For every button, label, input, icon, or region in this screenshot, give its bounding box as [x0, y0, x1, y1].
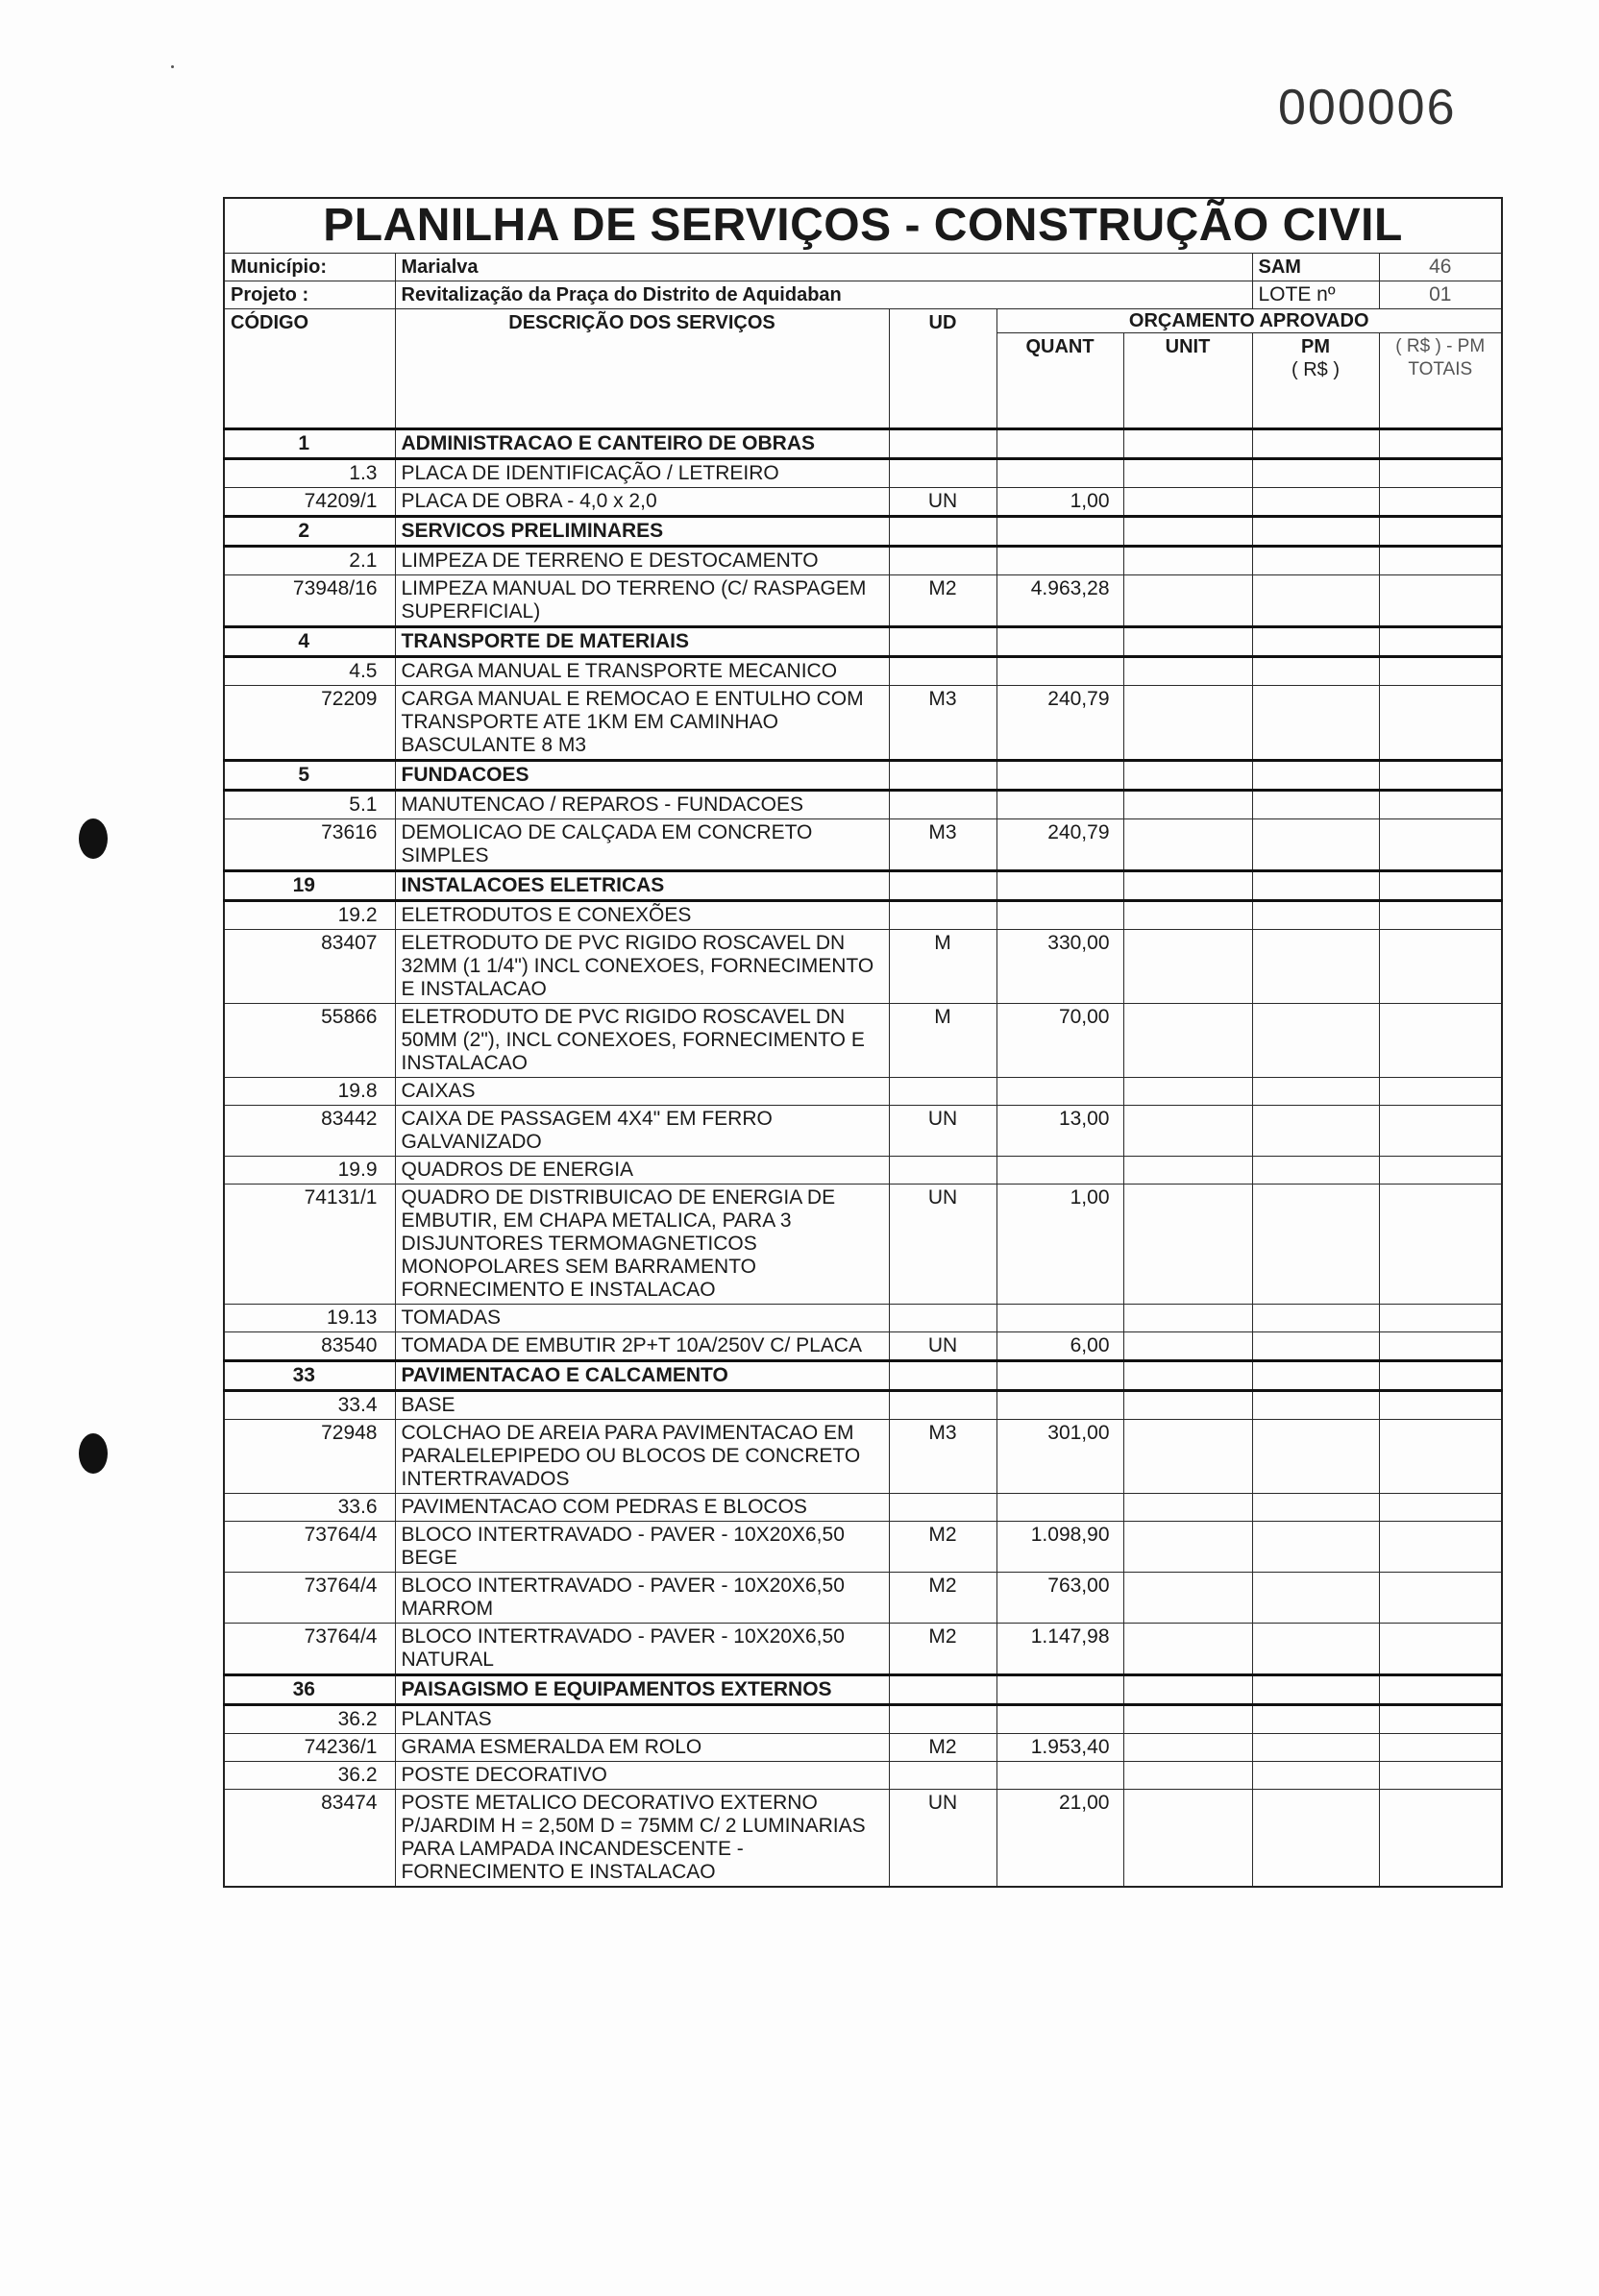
services-table	[223, 197, 1503, 1888]
item-description: PAVIMENTACAO E CALCAMENTO	[395, 1361, 889, 1391]
item-description: DEMOLICAO DE CALÇADA EM CONCRETO SIMPLES	[395, 819, 889, 871]
item-code: 83442	[224, 1106, 395, 1157]
item-description: QUADRO DE DISTRIBUICAO DE ENERGIA DE EMBUTIR, EM CHAPA METALICA, PARA 3 DISJUNTORES TERMOMAGNETICOS MONOPOLARES SEM BARRAMENTO FORNECIMENTO E INSTALACAO	[395, 1185, 889, 1305]
item-quantity: 4.963,28	[996, 575, 1123, 627]
item-description: CAIXAS	[395, 1078, 889, 1106]
item-pm	[1252, 1573, 1379, 1624]
group-row	[224, 517, 1502, 547]
item-code: 1	[224, 429, 395, 459]
item-pm	[1252, 1522, 1379, 1573]
item-quantity	[996, 1675, 1123, 1705]
item-total	[1379, 1078, 1502, 1106]
item-unit-price	[1123, 1624, 1252, 1675]
col-header-orcamento: ORÇAMENTO APROVADO	[996, 309, 1502, 333]
item-code: 33.4	[224, 1391, 395, 1420]
item-code: 74131/1	[224, 1185, 395, 1305]
item-pm	[1252, 575, 1379, 627]
item-unit: M3	[889, 1420, 996, 1494]
item-total	[1379, 901, 1502, 930]
item-pm	[1252, 871, 1379, 901]
item-description: POSTE METALICO DECORATIVO EXTERNO P/JARDIM H = 2,50M D = 75MM C/ 2 LUMINARIAS PARA LAMPADA INCANDESCENTE - FORNECIMENTO E INSTALACAO	[395, 1790, 889, 1888]
item-pm	[1252, 1790, 1379, 1888]
sam-label: SAM	[1252, 254, 1379, 281]
item-pm	[1252, 686, 1379, 761]
subgroup-row	[224, 547, 1502, 575]
subgroup-row	[224, 1391, 1502, 1420]
col-header-totais-label: TOTAIS	[1408, 359, 1473, 379]
col-header-pm-currency: ( R$ )	[1292, 359, 1340, 380]
item-unit: M2	[889, 1624, 996, 1675]
item-quantity: 70,00	[996, 1004, 1123, 1078]
item-total	[1379, 1420, 1502, 1494]
item-total	[1379, 429, 1502, 459]
item-code: 83407	[224, 930, 395, 1004]
item-unit-price	[1123, 459, 1252, 488]
item-total	[1379, 1522, 1502, 1573]
item-code: 2.1	[224, 547, 395, 575]
col-header-pm	[1252, 333, 1379, 429]
item-unit	[889, 429, 996, 459]
table-row	[224, 1185, 1502, 1305]
item-unit-price	[1123, 1185, 1252, 1305]
item-quantity	[996, 1705, 1123, 1734]
item-pm	[1252, 1494, 1379, 1522]
table-row	[224, 575, 1502, 627]
item-pm	[1252, 1106, 1379, 1157]
item-unit	[889, 657, 996, 686]
item-code: 19.8	[224, 1078, 395, 1106]
group-row	[224, 1675, 1502, 1705]
item-quantity: 6,00	[996, 1332, 1123, 1361]
item-unit	[889, 1078, 996, 1106]
item-description: TRANSPORTE DE MATERIAIS	[395, 627, 889, 657]
item-quantity: 1.953,40	[996, 1734, 1123, 1762]
item-quantity	[996, 1305, 1123, 1332]
item-quantity	[996, 1078, 1123, 1106]
item-unit-price	[1123, 657, 1252, 686]
item-total	[1379, 1494, 1502, 1522]
lote-label: LOTE nº	[1252, 281, 1379, 309]
item-unit: UN	[889, 1790, 996, 1888]
item-unit-price	[1123, 1391, 1252, 1420]
projeto-value: Revitalização da Praça do Distrito de Aquidaban	[395, 281, 1252, 309]
item-unit-price	[1123, 1494, 1252, 1522]
table-row	[224, 1004, 1502, 1078]
item-unit: M2	[889, 1573, 996, 1624]
item-total	[1379, 657, 1502, 686]
item-code: 73948/16	[224, 575, 395, 627]
item-unit: M2	[889, 1522, 996, 1573]
item-description: BLOCO INTERTRAVADO - PAVER - 10X20X6,50 NATURAL	[395, 1624, 889, 1675]
item-pm	[1252, 1361, 1379, 1391]
item-code: 19.2	[224, 901, 395, 930]
item-unit: M	[889, 930, 996, 1004]
item-quantity: 1.098,90	[996, 1522, 1123, 1573]
item-total	[1379, 459, 1502, 488]
item-pm	[1252, 627, 1379, 657]
item-total	[1379, 1391, 1502, 1420]
group-row	[224, 627, 1502, 657]
item-description: SERVICOS PRELIMINARES	[395, 517, 889, 547]
item-description: ELETRODUTOS E CONEXÕES	[395, 901, 889, 930]
item-unit: UN	[889, 1332, 996, 1361]
item-description: ELETRODUTO DE PVC RIGIDO ROSCAVEL DN 32MM (1 1/4") INCL CONEXOES, FORNECIMENTO E INSTALACAO	[395, 930, 889, 1004]
item-quantity: 1.147,98	[996, 1624, 1123, 1675]
item-code: 73764/4	[224, 1573, 395, 1624]
item-quantity: 330,00	[996, 930, 1123, 1004]
item-description: PLACA DE IDENTIFICAÇÃO / LETREIRO	[395, 459, 889, 488]
item-total	[1379, 488, 1502, 517]
table-row	[224, 1734, 1502, 1762]
item-quantity	[996, 901, 1123, 930]
item-code: 36	[224, 1675, 395, 1705]
item-quantity	[996, 1762, 1123, 1790]
item-quantity: 13,00	[996, 1106, 1123, 1157]
table-row	[224, 819, 1502, 871]
item-description: QUADROS DE ENERGIA	[395, 1157, 889, 1185]
item-description: MANUTENCAO / REPAROS - FUNDACOES	[395, 791, 889, 819]
item-unit	[889, 1361, 996, 1391]
item-total	[1379, 1790, 1502, 1888]
item-description: INSTALACOES ELETRICAS	[395, 871, 889, 901]
item-description: BASE	[395, 1391, 889, 1420]
item-pm	[1252, 1762, 1379, 1790]
table-row	[224, 1106, 1502, 1157]
item-unit	[889, 1762, 996, 1790]
item-unit-price	[1123, 1573, 1252, 1624]
item-total	[1379, 575, 1502, 627]
group-row	[224, 429, 1502, 459]
item-total	[1379, 1106, 1502, 1157]
table-row	[224, 488, 1502, 517]
item-code: 19	[224, 871, 395, 901]
table-row	[224, 930, 1502, 1004]
item-pm	[1252, 1391, 1379, 1420]
item-quantity: 1,00	[996, 488, 1123, 517]
subgroup-row	[224, 1762, 1502, 1790]
item-unit-price	[1123, 1106, 1252, 1157]
item-code: 5	[224, 761, 395, 791]
col-header-pm-label: PM	[1301, 336, 1330, 357]
item-pm	[1252, 657, 1379, 686]
item-pm	[1252, 761, 1379, 791]
item-unit	[889, 1675, 996, 1705]
item-pm	[1252, 819, 1379, 871]
item-description: FUNDACOES	[395, 761, 889, 791]
item-unit-price	[1123, 517, 1252, 547]
subgroup-row	[224, 1078, 1502, 1106]
item-pm	[1252, 1420, 1379, 1494]
item-pm	[1252, 517, 1379, 547]
group-row	[224, 761, 1502, 791]
item-code: 33.6	[224, 1494, 395, 1522]
item-pm	[1252, 1157, 1379, 1185]
item-description: POSTE DECORATIVO	[395, 1762, 889, 1790]
item-unit-price	[1123, 488, 1252, 517]
table-row	[224, 1522, 1502, 1573]
item-quantity	[996, 761, 1123, 791]
group-row	[224, 1361, 1502, 1391]
item-unit	[889, 901, 996, 930]
item-unit	[889, 1391, 996, 1420]
col-header-quant: QUANT	[996, 333, 1123, 429]
item-quantity: 1,00	[996, 1185, 1123, 1305]
item-total	[1379, 1185, 1502, 1305]
item-pm	[1252, 1078, 1379, 1106]
item-unit-price	[1123, 1705, 1252, 1734]
item-code: 1.3	[224, 459, 395, 488]
item-unit	[889, 627, 996, 657]
subgroup-row	[224, 657, 1502, 686]
item-description: ELETRODUTO DE PVC RIGIDO ROSCAVEL DN 50MM (2"), INCL CONEXOES, FORNECIMENTO E INSTALACAO	[395, 1004, 889, 1078]
item-unit-price	[1123, 819, 1252, 871]
item-pm	[1252, 1332, 1379, 1361]
subgroup-row	[224, 459, 1502, 488]
item-unit-price	[1123, 930, 1252, 1004]
col-header-unit: UNIT	[1123, 333, 1252, 429]
item-quantity: 240,79	[996, 819, 1123, 871]
item-total	[1379, 791, 1502, 819]
item-description: BLOCO INTERTRAVADO - PAVER - 10X20X6,50 MARROM	[395, 1573, 889, 1624]
item-unit-price	[1123, 627, 1252, 657]
item-unit	[889, 1305, 996, 1332]
item-total	[1379, 1305, 1502, 1332]
item-unit-price	[1123, 1305, 1252, 1332]
item-description: LIMPEZA MANUAL DO TERRENO (C/ RASPAGEM SUPERFICIAL)	[395, 575, 889, 627]
item-unit-price	[1123, 1675, 1252, 1705]
item-unit-price	[1123, 791, 1252, 819]
item-code: 5.1	[224, 791, 395, 819]
item-description: CARGA MANUAL E REMOCAO E ENTULHO COM TRANSPORTE ATE 1KM EM CAMINHAO BASCULANTE 8 M3	[395, 686, 889, 761]
item-code: 73764/4	[224, 1624, 395, 1675]
item-total	[1379, 1762, 1502, 1790]
sheet-title: PLANILHA DE SERVIÇOS - CONSTRUÇÃO CIVIL	[224, 198, 1502, 254]
item-quantity	[996, 517, 1123, 547]
item-total	[1379, 1332, 1502, 1361]
item-description: PLACA DE OBRA - 4,0 x 2,0	[395, 488, 889, 517]
item-total	[1379, 686, 1502, 761]
item-description: TOMADA DE EMBUTIR 2P+T 10A/250V C/ PLACA	[395, 1332, 889, 1361]
item-pm	[1252, 1004, 1379, 1078]
item-quantity	[996, 1494, 1123, 1522]
item-description: CAIXA DE PASSAGEM 4X4" EM FERRO GALVANIZADO	[395, 1106, 889, 1157]
item-unit: UN	[889, 1185, 996, 1305]
item-code: 73616	[224, 819, 395, 871]
item-quantity	[996, 791, 1123, 819]
subgroup-row	[224, 1494, 1502, 1522]
item-total	[1379, 1004, 1502, 1078]
item-unit: M2	[889, 575, 996, 627]
item-description: PAISAGISMO E EQUIPAMENTOS EXTERNOS	[395, 1675, 889, 1705]
binder-hole	[79, 1433, 108, 1474]
item-unit	[889, 517, 996, 547]
item-code: 74209/1	[224, 488, 395, 517]
item-unit-price	[1123, 871, 1252, 901]
item-unit-price	[1123, 1762, 1252, 1790]
col-header-descricao: DESCRIÇÃO DOS SERVIÇOS	[395, 309, 889, 429]
item-unit-price	[1123, 1420, 1252, 1494]
item-quantity: 21,00	[996, 1790, 1123, 1888]
item-quantity	[996, 657, 1123, 686]
table-row	[224, 1573, 1502, 1624]
item-unit-price	[1123, 1332, 1252, 1361]
item-pm	[1252, 930, 1379, 1004]
item-quantity	[996, 627, 1123, 657]
item-unit-price	[1123, 686, 1252, 761]
item-code: 33	[224, 1361, 395, 1391]
item-unit: M	[889, 1004, 996, 1078]
item-total	[1379, 1734, 1502, 1762]
item-unit	[889, 547, 996, 575]
item-pm	[1252, 1305, 1379, 1332]
item-unit-price	[1123, 1157, 1252, 1185]
item-pm	[1252, 547, 1379, 575]
item-total	[1379, 547, 1502, 575]
item-description: ADMINISTRACAO E CANTEIRO DE OBRAS	[395, 429, 889, 459]
item-description: PLANTAS	[395, 1705, 889, 1734]
item-unit	[889, 761, 996, 791]
item-pm	[1252, 488, 1379, 517]
item-unit-price	[1123, 1734, 1252, 1762]
item-code: 4.5	[224, 657, 395, 686]
item-unit	[889, 791, 996, 819]
item-unit: M3	[889, 686, 996, 761]
item-quantity: 240,79	[996, 686, 1123, 761]
item-pm	[1252, 459, 1379, 488]
item-unit-price	[1123, 1361, 1252, 1391]
page-number: 000006	[1278, 80, 1457, 135]
binder-hole	[79, 818, 108, 859]
item-unit	[889, 1157, 996, 1185]
item-description: PAVIMENTACAO COM PEDRAS E BLOCOS	[395, 1494, 889, 1522]
item-total	[1379, 627, 1502, 657]
item-total	[1379, 930, 1502, 1004]
item-unit-price	[1123, 761, 1252, 791]
item-description: COLCHAO DE AREIA PARA PAVIMENTACAO EM PARALELEPIPEDO OU BLOCOS DE CONCRETO INTERTRAVADOS	[395, 1420, 889, 1494]
item-unit-price	[1123, 1522, 1252, 1573]
item-code: 74236/1	[224, 1734, 395, 1762]
subgroup-row	[224, 1705, 1502, 1734]
item-total	[1379, 1624, 1502, 1675]
item-total	[1379, 871, 1502, 901]
item-code: 4	[224, 627, 395, 657]
item-total	[1379, 1361, 1502, 1391]
item-code: 19.13	[224, 1305, 395, 1332]
item-unit: M2	[889, 1734, 996, 1762]
item-unit-price	[1123, 429, 1252, 459]
item-quantity: 763,00	[996, 1573, 1123, 1624]
item-quantity	[996, 1391, 1123, 1420]
item-pm	[1252, 1624, 1379, 1675]
municipio-label: Município:	[224, 254, 395, 281]
item-quantity	[996, 459, 1123, 488]
table-row	[224, 1332, 1502, 1361]
item-code: 72209	[224, 686, 395, 761]
item-description: TOMADAS	[395, 1305, 889, 1332]
item-total	[1379, 761, 1502, 791]
item-unit	[889, 871, 996, 901]
item-total	[1379, 1573, 1502, 1624]
item-pm	[1252, 901, 1379, 930]
table-row	[224, 1790, 1502, 1888]
col-header-totais	[1379, 333, 1502, 429]
item-code: 36.2	[224, 1762, 395, 1790]
item-unit: UN	[889, 1106, 996, 1157]
item-total	[1379, 1705, 1502, 1734]
item-unit-price	[1123, 1790, 1252, 1888]
item-code: 36.2	[224, 1705, 395, 1734]
item-unit	[889, 459, 996, 488]
item-unit-price	[1123, 901, 1252, 930]
item-unit	[889, 1494, 996, 1522]
item-total	[1379, 819, 1502, 871]
item-pm	[1252, 1705, 1379, 1734]
item-description: LIMPEZA DE TERRENO E DESTOCAMENTO	[395, 547, 889, 575]
item-quantity	[996, 871, 1123, 901]
table-row	[224, 1420, 1502, 1494]
subgroup-row	[224, 1305, 1502, 1332]
item-unit: UN	[889, 488, 996, 517]
item-description: CARGA MANUAL E TRANSPORTE MECANICO	[395, 657, 889, 686]
col-header-totais-currency: ( R$ ) - PM	[1395, 336, 1486, 356]
scan-speck	[171, 65, 174, 68]
item-total	[1379, 1675, 1502, 1705]
item-quantity	[996, 547, 1123, 575]
item-unit-price	[1123, 1004, 1252, 1078]
item-total	[1379, 517, 1502, 547]
item-description: GRAMA ESMERALDA EM ROLO	[395, 1734, 889, 1762]
table-row	[224, 686, 1502, 761]
item-code: 83474	[224, 1790, 395, 1888]
item-unit-price	[1123, 547, 1252, 575]
item-quantity	[996, 1157, 1123, 1185]
projeto-label: Projeto :	[224, 281, 395, 309]
table-body	[224, 429, 1502, 1888]
item-unit: M3	[889, 819, 996, 871]
table-row	[224, 1624, 1502, 1675]
item-code: 83540	[224, 1332, 395, 1361]
item-unit-price	[1123, 1078, 1252, 1106]
subgroup-row	[224, 791, 1502, 819]
subgroup-row	[224, 901, 1502, 930]
item-pm	[1252, 1734, 1379, 1762]
item-code: 73764/4	[224, 1522, 395, 1573]
item-pm	[1252, 791, 1379, 819]
item-quantity: 301,00	[996, 1420, 1123, 1494]
item-code: 72948	[224, 1420, 395, 1494]
item-unit	[889, 1705, 996, 1734]
item-quantity	[996, 1361, 1123, 1391]
subgroup-row	[224, 1157, 1502, 1185]
col-header-ud: UD	[889, 309, 996, 429]
lote-value: 01	[1379, 281, 1502, 309]
item-pm	[1252, 1185, 1379, 1305]
item-total	[1379, 1157, 1502, 1185]
col-header-codigo: CÓDIGO	[224, 309, 395, 429]
sam-value: 46	[1379, 254, 1502, 281]
item-quantity	[996, 429, 1123, 459]
item-code: 2	[224, 517, 395, 547]
item-unit-price	[1123, 575, 1252, 627]
item-description: BLOCO INTERTRAVADO - PAVER - 10X20X6,50 BEGE	[395, 1522, 889, 1573]
item-code: 55866	[224, 1004, 395, 1078]
group-row	[224, 871, 1502, 901]
municipio-value: Marialva	[395, 254, 1252, 281]
item-pm	[1252, 429, 1379, 459]
item-pm	[1252, 1675, 1379, 1705]
item-code: 19.9	[224, 1157, 395, 1185]
